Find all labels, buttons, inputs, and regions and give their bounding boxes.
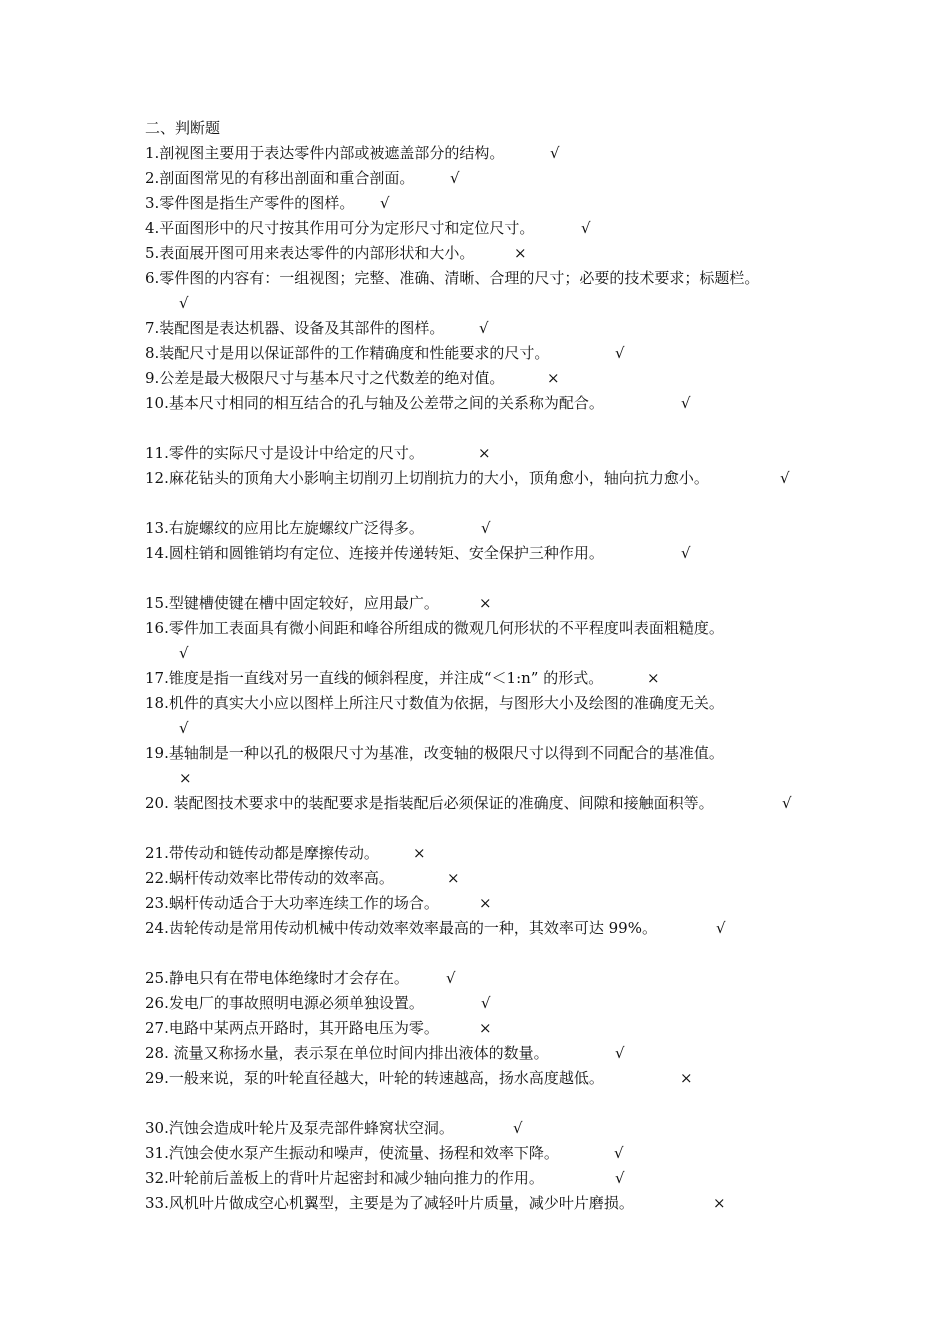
check-mark-icon: √: [716, 919, 726, 937]
question-text: 23.蜗杆传动适合于大功率连续工作的场合。: [145, 894, 439, 912]
check-mark-icon: √: [179, 644, 189, 662]
question-text: 19.基轴制是一种以孔的极限尺寸为基准，改变轴的极限尺寸以得到不同配合的基准值。: [145, 744, 724, 762]
question-text: 29.一般来说，泵的叶轮直径越大，叶轮的转速越高，扬水高度越低。: [145, 1069, 604, 1087]
question-item: [145, 1016, 825, 1041]
cross-mark-icon: ×: [514, 244, 527, 262]
question-text: 9.公差是最大极限尺寸与基本尺寸之代数差的绝对值。: [145, 369, 505, 387]
question-text: 31.汽蚀会使水泵产生振动和噪声，使流量、扬程和效率下降。: [145, 1144, 559, 1162]
check-mark-icon: √: [446, 969, 456, 987]
question-text: 32.叶轮前后盖板上的背叶片起密封和减少轴向推力的作用。: [145, 1169, 544, 1187]
question-item: [145, 691, 825, 741]
cross-mark-icon: ×: [447, 869, 460, 887]
question-list: [145, 141, 825, 1216]
cross-mark-icon: ×: [479, 594, 492, 612]
question-text: 1.剖视图主要用于表达零件内部或被遮盖部分的结构。: [145, 144, 505, 162]
cross-mark-icon: ×: [680, 1069, 693, 1087]
cross-mark-icon: ×: [713, 1194, 726, 1212]
question-item: [145, 666, 825, 691]
question-item: [145, 441, 825, 466]
question-text: 27.电路中某两点开路时，其开路电压为零。: [145, 1019, 439, 1037]
cross-mark-icon: ×: [647, 669, 660, 687]
question-item: [145, 1191, 825, 1216]
question-item: [145, 591, 825, 616]
question-text: 6.零件图的内容有：一组视图；完整、准确、清晰、合理的尺寸；必要的技术要求；标题栏。: [145, 269, 760, 287]
question-item: [145, 916, 825, 941]
question-text: 10.基本尺寸相同的相互结合的孔与轴及公差带之间的关系称为配合。: [145, 394, 604, 412]
check-mark-icon: √: [481, 519, 491, 537]
cross-mark-icon: ×: [479, 894, 492, 912]
check-mark-icon: √: [681, 544, 691, 562]
question-text: 30.汽蚀会造成叶轮片及泵壳部件蜂窝状空洞。: [145, 1119, 454, 1137]
section-heading: 二、判断题: [145, 119, 221, 137]
question-text: 8.装配尺寸是用以保证部件的工作精确度和性能要求的尺寸。: [145, 344, 550, 362]
question-text: 22.蜗杆传动效率比带传动的效率高。: [145, 869, 394, 887]
question-item: [145, 791, 825, 816]
cross-mark-icon: ×: [479, 1019, 492, 1037]
question-text: 5.表面展开图可用来表达零件的内部形状和大小。: [145, 244, 475, 262]
check-mark-icon: √: [550, 144, 560, 162]
question-text: 17.锥度是指一直线对另一直线的倾斜程度，并注成“＜1:n” 的形式。: [145, 669, 604, 687]
cross-mark-icon: ×: [179, 769, 192, 787]
question-item: [145, 541, 825, 566]
check-mark-icon: √: [681, 394, 691, 412]
question-item: [145, 991, 825, 1016]
question-item: [145, 1141, 825, 1166]
blank-line: [145, 491, 825, 516]
question-text: 7.装配图是表达机器、设备及其部件的图样。: [145, 319, 445, 337]
question-text: 20. 装配图技术要求中的装配要求是指装配后必须保证的准确度、间隙和接触面积等。: [145, 794, 714, 812]
check-mark-icon: √: [581, 219, 591, 237]
question-item: [145, 466, 825, 491]
question-item: [145, 516, 825, 541]
check-mark-icon: √: [513, 1119, 523, 1137]
question-item: [145, 341, 825, 366]
question-text: 26.发电厂的事故照明电源必须单独设置。: [145, 994, 424, 1012]
question-text: 4.平面图形中的尺寸按其作用可分为定形尺寸和定位尺寸。: [145, 219, 535, 237]
judgment-questions: [145, 116, 825, 1216]
question-text: 16.零件加工表面具有微小间距和峰谷所组成的微观几何形状的不平程度叫表面粗糙度。: [145, 619, 724, 637]
question-text: 14.圆柱销和圆锥销均有定位、连接并传递转矩、安全保护三种作用。: [145, 544, 604, 562]
question-item: [145, 191, 825, 216]
question-text: 33.风机叶片做成空心机翼型，主要是为了减轻叶片质量，减少叶片磨损。: [145, 1194, 634, 1212]
check-mark-icon: √: [380, 194, 390, 212]
question-text: 12.麻花钻头的顶角大小影响主切削刃上切削抗力的大小，顶角愈小，轴向抗力愈小。: [145, 469, 709, 487]
question-item: [145, 616, 825, 666]
question-item: [145, 316, 825, 341]
question-item: [145, 1041, 825, 1066]
check-mark-icon: √: [782, 794, 792, 812]
question-item: [145, 1116, 825, 1141]
check-mark-icon: √: [179, 294, 189, 312]
question-text: 13.右旋螺纹的应用比左旋螺纹广泛得多。: [145, 519, 424, 537]
check-mark-icon: √: [614, 1144, 624, 1162]
question-item: [145, 391, 825, 416]
blank-line: [145, 566, 825, 591]
question-text: 18.机件的真实大小应以图样上所注尺寸数值为依据，与图形大小及绘图的准确度无关。: [145, 694, 724, 712]
blank-line: [145, 941, 825, 966]
question-text: 15.型键槽使键在槽中固定较好，应用最广。: [145, 594, 439, 612]
question-text: 3.零件图是指生产零件的图样。: [145, 194, 355, 212]
question-item: [145, 841, 825, 866]
question-text: 28. 流量又称扬水量，表示泵在单位时间内排出液体的数量。: [145, 1044, 549, 1062]
check-mark-icon: √: [179, 719, 189, 737]
check-mark-icon: √: [615, 1169, 625, 1187]
question-item: [145, 266, 825, 316]
check-mark-icon: √: [481, 994, 491, 1012]
question-item: [145, 1166, 825, 1191]
cross-mark-icon: ×: [413, 844, 426, 862]
question-text: 21.带传动和链传动都是摩擦传动。: [145, 844, 379, 862]
question-item: [145, 741, 825, 791]
question-item: [145, 366, 825, 391]
question-text: 24.齿轮传动是常用传动机械中传动效率效率最高的一种，其效率可达 99%。: [145, 919, 657, 937]
cross-mark-icon: ×: [547, 369, 560, 387]
question-text: 25.静电只有在带电体绝缘时才会存在。: [145, 969, 409, 987]
cross-mark-icon: ×: [478, 444, 491, 462]
question-item: [145, 891, 825, 916]
check-mark-icon: √: [479, 319, 489, 337]
blank-line: [145, 816, 825, 841]
question-item: [145, 166, 825, 191]
question-item: [145, 1066, 825, 1091]
check-mark-icon: √: [615, 344, 625, 362]
question-text: 2.剖面图常见的有移出剖面和重合剖面。: [145, 169, 415, 187]
blank-line: [145, 416, 825, 441]
question-item: [145, 241, 825, 266]
check-mark-icon: √: [615, 1044, 625, 1062]
question-item: [145, 216, 825, 241]
check-mark-icon: √: [450, 169, 460, 187]
check-mark-icon: √: [780, 469, 790, 487]
question-item: [145, 966, 825, 991]
question-text: 11.零件的实际尺寸是设计中给定的尺寸。: [145, 444, 424, 462]
question-item: [145, 141, 825, 166]
blank-line: [145, 1091, 825, 1116]
question-item: [145, 866, 825, 891]
